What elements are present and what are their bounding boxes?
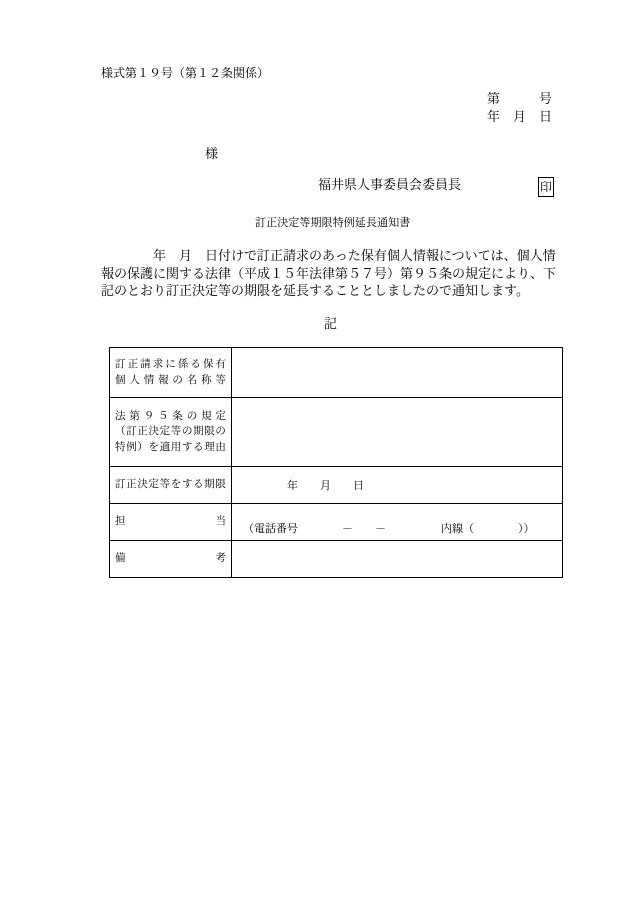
row-value-deadline: 年 月 日 <box>287 479 364 492</box>
document-number: 第 号 <box>487 92 553 107</box>
row-label-line: 個 人 情 報 の 名 称 等 <box>115 373 226 386</box>
row-label <box>110 541 232 577</box>
row-label <box>110 348 232 397</box>
row-value-contact: （電話番号 － － 内線（ ）） <box>243 521 535 535</box>
row-label-line: 担 当 <box>115 515 226 528</box>
body-line: 記のとおり訂正決定等の期限を延長することとしましたので通知します。 <box>101 284 529 299</box>
row-label <box>110 467 232 503</box>
row-label <box>110 398 232 466</box>
table-row-remarks <box>110 540 562 577</box>
body-line: 報の保護に関する法律（平成１５年法律第５７号）第９５条の規定により、下 <box>101 266 557 282</box>
row-label-line: 備 考 <box>115 552 226 565</box>
body-line: 年 月 日付けで訂正請求のあった保有個人情報については、個人情 <box>101 249 556 264</box>
table-row-contact <box>110 503 562 540</box>
seal-box: 印 <box>538 177 554 197</box>
table-row-deadline <box>110 466 562 503</box>
addressee-honorific: 様 <box>205 147 219 162</box>
row-label-line: 訂 正 請 求 に 係 る 保 有 <box>115 358 226 370</box>
row-value-remarks <box>232 541 562 577</box>
row-label-line: 特 例 ） を 適 用 す る 理 由 <box>115 440 226 453</box>
row-label-line: 法 第 ９ ５ 条 の 規 定 <box>115 409 226 422</box>
notice-body <box>101 248 561 301</box>
row-value-reason <box>232 398 562 466</box>
record-heading: 記 <box>324 317 338 332</box>
notice-title: 訂正決定等期限特例延長通知書 <box>255 216 411 229</box>
row-label <box>110 504 232 540</box>
row-label-line: （ 訂 正 決 定 等 の 期 限 の <box>115 425 226 438</box>
table-row-reason <box>110 397 562 466</box>
sender-name: 福井県人事委員会委員長 <box>318 178 462 193</box>
issue-date: 年 月 日 <box>487 110 553 125</box>
row-label-line: 訂 正 決 定 等 を す る 期 限 <box>115 478 226 491</box>
row-value-target-info <box>232 348 562 397</box>
table-row-target-info <box>110 348 562 397</box>
details-table <box>109 347 563 578</box>
form-number: 様式第１９号（第１２条関係） <box>101 66 270 80</box>
